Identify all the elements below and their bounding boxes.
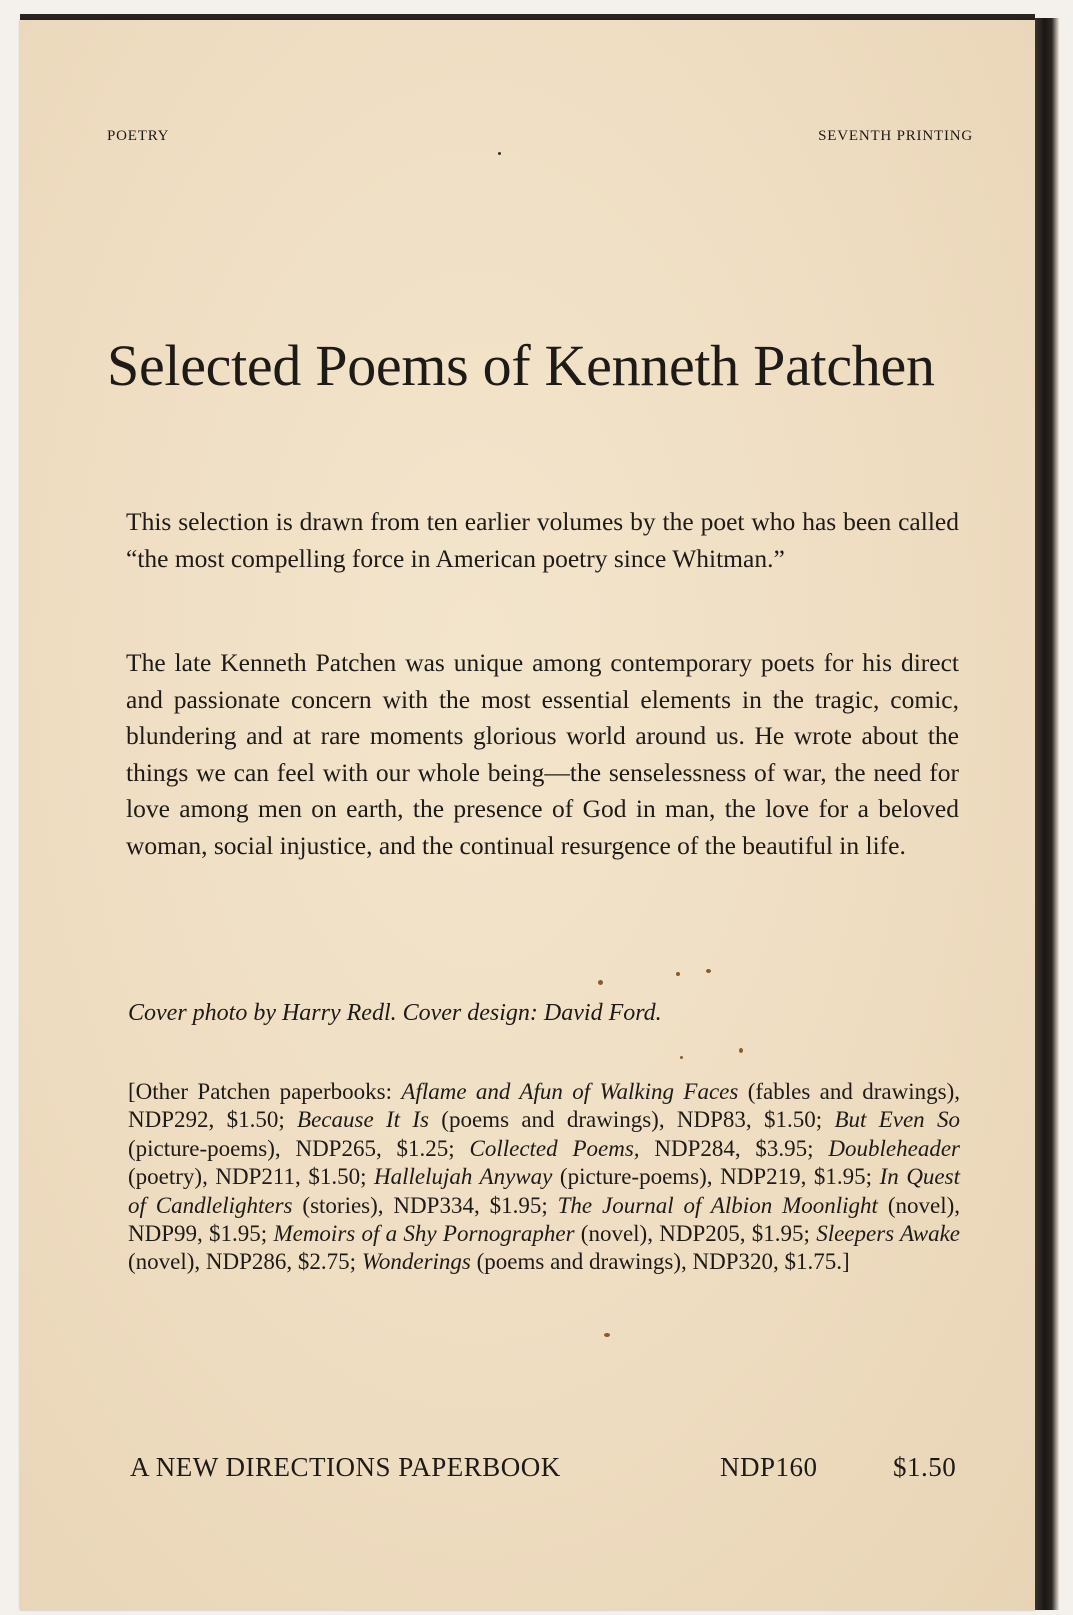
stain-speck [680, 1056, 683, 1059]
paperbook-title: In Quest of Candlelighters [128, 1164, 960, 1218]
stain-speck [604, 1333, 610, 1337]
genre-label: POETRY [107, 128, 170, 144]
publisher-line: A NEW DIRECTIONS PAPERBOOK [130, 1452, 561, 1482]
printing-label: SEVENTH PRINTING [818, 128, 973, 144]
paperbook-details: (novel), NDP205, $1.95; [574, 1221, 817, 1247]
paperbook-title: The Journal of Albion Moonlight [557, 1192, 878, 1218]
stain-speck [498, 152, 501, 155]
paperbook-title: Collected Poems, [469, 1135, 640, 1161]
stain-speck [676, 972, 680, 976]
stain-speck [598, 980, 603, 985]
catalog-number: NDP160 [720, 1452, 818, 1482]
paperbook-title: Sleepers Awake [816, 1221, 960, 1247]
paperbook-title: But Even So [834, 1107, 960, 1133]
other-paperbooks-intro: [Other Patchen paperbooks: [128, 1079, 402, 1104]
paperbook-title: Doubleheader [828, 1135, 960, 1161]
paperbook-title: Memoirs of a Shy Pornographer [273, 1221, 575, 1247]
paperbook-details: (poetry), NDP211, $1.50; [128, 1164, 375, 1190]
paperbook-title: Aflame and Afun of Walking Faces [401, 1079, 739, 1104]
price: $1.50 [893, 1452, 957, 1482]
stain-speck [706, 969, 711, 973]
paperbook-title: Hallelujah Anyway [374, 1164, 553, 1190]
paperbook-details: (picture-poems), NDP265, $1.25; [128, 1135, 470, 1161]
book-title: Selected Poems of Kenneth Patchen [107, 333, 935, 398]
paperbook-details: (fables and drawings), NDP292, $1.50; [128, 1079, 961, 1133]
other-paperbooks-list [128, 1078, 960, 1277]
paperbook-details: (novel), NDP286, $2.75; [128, 1249, 362, 1275]
description-paragraph-2: The late Kenneth Patchen was unique among contemporary poets for his direct and passionate concern with the most essential elements in the tragic, comic, blundering and at rare moments glorious world around us. He wrote about the things we can feel with our whole being—the senselessness of war, the need for love among men on earth, the presence of God in man, the love for a beloved woman, social injustice, and the continual resurgence of the beautiful in life. [126, 648, 959, 860]
paperbook-details: (picture-poems), NDP219, $1.95; [552, 1164, 880, 1190]
paperbook-details: (poems and drawings), NDP83, $1.50; [428, 1107, 835, 1133]
description-paragraph-1: This selection is drawn from ten earlier volumes by the poet who has been called “the most compelling force in American poetry since Whitman.” [126, 507, 959, 573]
book-spine-edge [1035, 18, 1059, 1610]
paperbook-title: Because It Is [297, 1107, 429, 1133]
stain-speck [739, 1048, 743, 1053]
paperbook-title: Wonderings [361, 1249, 471, 1275]
paperbook-details: (novel), NDP99, $1.95; [128, 1192, 960, 1247]
paperbook-details: (poems and drawings), NDP320, $1.75.] [470, 1249, 850, 1275]
paperbook-details: NDP284, $3.95; [639, 1135, 829, 1161]
paperbook-details: (stories), NDP334, $1.95; [292, 1192, 558, 1218]
cover-credits: Cover photo by Harry Redl. Cover design: David Ford. [128, 1000, 662, 1026]
